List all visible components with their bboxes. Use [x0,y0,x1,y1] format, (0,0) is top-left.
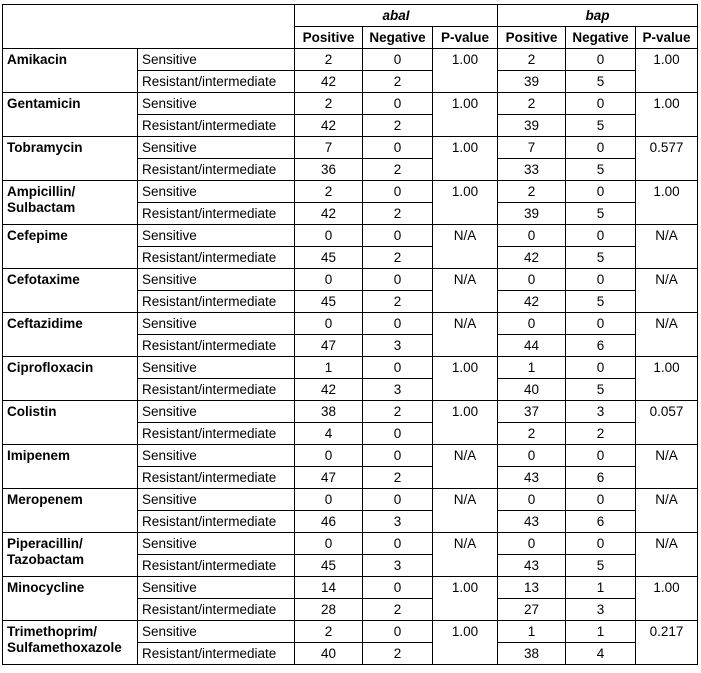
bap-pvalue: N/A [636,489,698,533]
abai-sensitive-positive: 0 [295,269,363,291]
bap-sensitive-negative: 3 [566,401,636,423]
drug-name: Colistin [3,401,138,445]
bap-pvalue: N/A [636,533,698,577]
abai-sensitive-negative: 0 [363,137,433,159]
abai-resistant-negative: 2 [363,71,433,93]
abai-resistant-positive: 42 [295,379,363,401]
abai-sensitive-positive: 0 [295,313,363,335]
table-row [3,577,698,599]
table-row [3,137,698,159]
gene2-negative-header: Negative [566,27,636,49]
abai-resistant-positive: 45 [295,555,363,577]
category-sensitive: Sensitive [138,401,295,423]
abai-sensitive-positive: 0 [295,445,363,467]
abai-resistant-negative: 3 [363,511,433,533]
abai-resistant-positive: 42 [295,71,363,93]
gene2-positive-header: Positive [498,27,566,49]
category-sensitive: Sensitive [138,577,295,599]
bap-resistant-negative: 6 [566,511,636,533]
bap-resistant-positive: 42 [498,291,566,313]
gene2-header: bap [498,5,698,27]
bap-resistant-positive: 39 [498,115,566,137]
abai-resistant-positive: 45 [295,291,363,313]
bap-sensitive-negative: 0 [566,313,636,335]
bap-resistant-positive: 33 [498,159,566,181]
drug-name: Gentamicin [3,93,138,137]
bap-resistant-positive: 42 [498,247,566,269]
category-sensitive: Sensitive [138,445,295,467]
abai-sensitive-positive: 2 [295,621,363,643]
abai-sensitive-positive: 2 [295,49,363,71]
bap-resistant-negative: 5 [566,115,636,137]
drug-name: Amikacin [3,49,138,93]
drug-name: Meropenem [3,489,138,533]
drug-name: Imipenem [3,445,138,489]
category-resistant: Resistant/intermediate [138,511,295,533]
category-resistant: Resistant/intermediate [138,247,295,269]
bap-sensitive-negative: 0 [566,445,636,467]
bap-resistant-positive: 2 [498,423,566,445]
bap-resistant-positive: 39 [498,71,566,93]
abai-sensitive-positive: 38 [295,401,363,423]
abai-resistant-negative: 2 [363,467,433,489]
drug-name: Minocycline [3,577,138,621]
bap-sensitive-negative: 0 [566,181,636,203]
bap-resistant-negative: 6 [566,335,636,357]
gene-header-row [3,5,698,27]
category-sensitive: Sensitive [138,269,295,291]
bap-resistant-negative: 5 [566,159,636,181]
category-resistant: Resistant/intermediate [138,115,295,137]
table-row [3,93,698,115]
category-sensitive: Sensitive [138,225,295,247]
bap-pvalue: 1.00 [636,181,698,225]
bap-resistant-positive: 40 [498,379,566,401]
bap-sensitive-negative: 0 [566,489,636,511]
category-resistant: Resistant/intermediate [138,71,295,93]
bap-pvalue: 1.00 [636,357,698,401]
abai-resistant-positive: 42 [295,203,363,225]
bap-pvalue: 1.00 [636,93,698,137]
susceptibility-table [2,4,698,665]
category-resistant: Resistant/intermediate [138,335,295,357]
abai-sensitive-positive: 2 [295,93,363,115]
bap-resistant-positive: 39 [498,203,566,225]
abai-pvalue: N/A [433,225,498,269]
category-resistant: Resistant/intermediate [138,643,295,665]
category-sensitive: Sensitive [138,621,295,643]
abai-resistant-negative: 2 [363,643,433,665]
gene2-pvalue-header: P-value [636,27,698,49]
table-row [3,181,698,203]
abai-sensitive-negative: 0 [363,93,433,115]
bap-resistant-negative: 6 [566,467,636,489]
bap-sensitive-positive: 0 [498,225,566,247]
bap-sensitive-positive: 2 [498,181,566,203]
bap-pvalue: N/A [636,225,698,269]
bap-resistant-negative: 3 [566,599,636,621]
drug-name: Ampicillin/ Sulbactam [3,181,138,225]
category-sensitive: Sensitive [138,489,295,511]
abai-pvalue: 1.00 [433,577,498,621]
bap-sensitive-positive: 2 [498,49,566,71]
abai-resistant-positive: 45 [295,247,363,269]
bap-resistant-negative: 5 [566,203,636,225]
bap-resistant-negative: 5 [566,247,636,269]
bap-sensitive-positive: 37 [498,401,566,423]
bap-resistant-positive: 44 [498,335,566,357]
gene1-negative-header: Negative [363,27,433,49]
abai-resistant-positive: 28 [295,599,363,621]
bap-sensitive-negative: 0 [566,49,636,71]
bap-resistant-positive: 38 [498,643,566,665]
table-body [3,49,698,665]
category-sensitive: Sensitive [138,137,295,159]
bap-resistant-negative: 5 [566,379,636,401]
abai-sensitive-positive: 7 [295,137,363,159]
abai-sensitive-negative: 0 [363,49,433,71]
corner-cell [3,5,295,49]
bap-sensitive-negative: 0 [566,137,636,159]
abai-pvalue: 1.00 [433,181,498,225]
category-resistant: Resistant/intermediate [138,203,295,225]
abai-sensitive-negative: 0 [363,181,433,203]
bap-sensitive-negative: 0 [566,225,636,247]
drug-name: Cefotaxime [3,269,138,313]
abai-resistant-negative: 3 [363,555,433,577]
bap-sensitive-positive: 0 [498,313,566,335]
bap-sensitive-negative: 0 [566,533,636,555]
bap-sensitive-positive: 13 [498,577,566,599]
abai-resistant-positive: 47 [295,335,363,357]
bap-pvalue: 0.217 [636,621,698,665]
bap-pvalue: N/A [636,313,698,357]
bap-sensitive-negative: 1 [566,577,636,599]
abai-pvalue: 1.00 [433,621,498,665]
abai-resistant-negative: 2 [363,291,433,313]
abai-sensitive-negative: 0 [363,621,433,643]
bap-resistant-negative: 4 [566,643,636,665]
abai-resistant-positive: 42 [295,115,363,137]
abai-resistant-positive: 4 [295,423,363,445]
abai-resistant-positive: 47 [295,467,363,489]
bap-resistant-negative: 5 [566,71,636,93]
drug-name: Piperacillin/ Tazobactam [3,533,138,577]
bap-pvalue: 1.00 [636,577,698,621]
abai-resistant-positive: 36 [295,159,363,181]
category-resistant: Resistant/intermediate [138,379,295,401]
abai-pvalue: N/A [433,533,498,577]
table-row [3,225,698,247]
gene1-pvalue-header: P-value [433,27,498,49]
bap-resistant-negative: 5 [566,555,636,577]
abai-sensitive-negative: 0 [363,269,433,291]
abai-sensitive-positive: 2 [295,181,363,203]
bap-resistant-positive: 43 [498,511,566,533]
bap-sensitive-negative: 0 [566,269,636,291]
category-resistant: Resistant/intermediate [138,159,295,181]
gene1-header: abaI [295,5,498,27]
abai-resistant-negative: 2 [363,159,433,181]
abai-sensitive-positive: 1 [295,357,363,379]
bap-resistant-positive: 27 [498,599,566,621]
gene1-positive-header: Positive [295,27,363,49]
abai-sensitive-negative: 0 [363,577,433,599]
abai-resistant-negative: 2 [363,115,433,137]
bap-sensitive-negative: 0 [566,357,636,379]
abai-pvalue: 1.00 [433,401,498,445]
abai-pvalue: 1.00 [433,93,498,137]
abai-pvalue: N/A [433,489,498,533]
bap-pvalue: N/A [636,269,698,313]
drug-name: Trimethoprim/ Sulfamethoxazole [3,621,138,665]
category-sensitive: Sensitive [138,181,295,203]
bap-sensitive-positive: 1 [498,621,566,643]
abai-sensitive-negative: 2 [363,401,433,423]
abai-sensitive-positive: 0 [295,533,363,555]
bap-sensitive-positive: 1 [498,357,566,379]
bap-sensitive-negative: 1 [566,621,636,643]
abai-resistant-negative: 2 [363,203,433,225]
abai-sensitive-positive: 14 [295,577,363,599]
bap-pvalue: 0.577 [636,137,698,181]
table-row [3,357,698,379]
category-sensitive: Sensitive [138,93,295,115]
abai-pvalue: 1.00 [433,49,498,93]
category-sensitive: Sensitive [138,49,295,71]
abai-resistant-negative: 3 [363,379,433,401]
drug-name: Ciprofloxacin [3,357,138,401]
abai-resistant-negative: 3 [363,335,433,357]
category-sensitive: Sensitive [138,313,295,335]
table-row [3,533,698,555]
category-resistant: Resistant/intermediate [138,599,295,621]
table-row [3,401,698,423]
abai-sensitive-negative: 0 [363,533,433,555]
bap-sensitive-positive: 0 [498,489,566,511]
bap-sensitive-positive: 7 [498,137,566,159]
bap-sensitive-positive: 0 [498,533,566,555]
abai-sensitive-positive: 0 [295,225,363,247]
table-row [3,445,698,467]
abai-resistant-positive: 40 [295,643,363,665]
abai-pvalue: N/A [433,445,498,489]
table-row [3,489,698,511]
bap-resistant-negative: 2 [566,423,636,445]
bap-sensitive-positive: 0 [498,445,566,467]
abai-sensitive-negative: 0 [363,357,433,379]
bap-pvalue: 1.00 [636,49,698,93]
bap-resistant-negative: 5 [566,291,636,313]
category-sensitive: Sensitive [138,357,295,379]
category-resistant: Resistant/intermediate [138,291,295,313]
abai-pvalue: N/A [433,269,498,313]
drug-name: Tobramycin [3,137,138,181]
abai-sensitive-positive: 0 [295,489,363,511]
category-sensitive: Sensitive [138,533,295,555]
bap-resistant-positive: 43 [498,467,566,489]
bap-sensitive-positive: 2 [498,93,566,115]
category-resistant: Resistant/intermediate [138,555,295,577]
table-row [3,621,698,643]
bap-pvalue: 0.057 [636,401,698,445]
abai-sensitive-negative: 0 [363,313,433,335]
abai-pvalue: N/A [433,313,498,357]
abai-resistant-positive: 46 [295,511,363,533]
drug-name: Cefepime [3,225,138,269]
table-row [3,313,698,335]
drug-name: Ceftazidime [3,313,138,357]
category-resistant: Resistant/intermediate [138,423,295,445]
abai-resistant-negative: 2 [363,599,433,621]
abai-sensitive-negative: 0 [363,489,433,511]
abai-resistant-negative: 0 [363,423,433,445]
category-resistant: Resistant/intermediate [138,467,295,489]
table-row [3,49,698,71]
bap-sensitive-positive: 0 [498,269,566,291]
bap-resistant-positive: 43 [498,555,566,577]
abai-sensitive-negative: 0 [363,225,433,247]
bap-pvalue: N/A [636,445,698,489]
table-row [3,269,698,291]
abai-pvalue: 1.00 [433,357,498,401]
abai-pvalue: 1.00 [433,137,498,181]
abai-resistant-negative: 2 [363,247,433,269]
abai-sensitive-negative: 0 [363,445,433,467]
bap-sensitive-negative: 0 [566,93,636,115]
